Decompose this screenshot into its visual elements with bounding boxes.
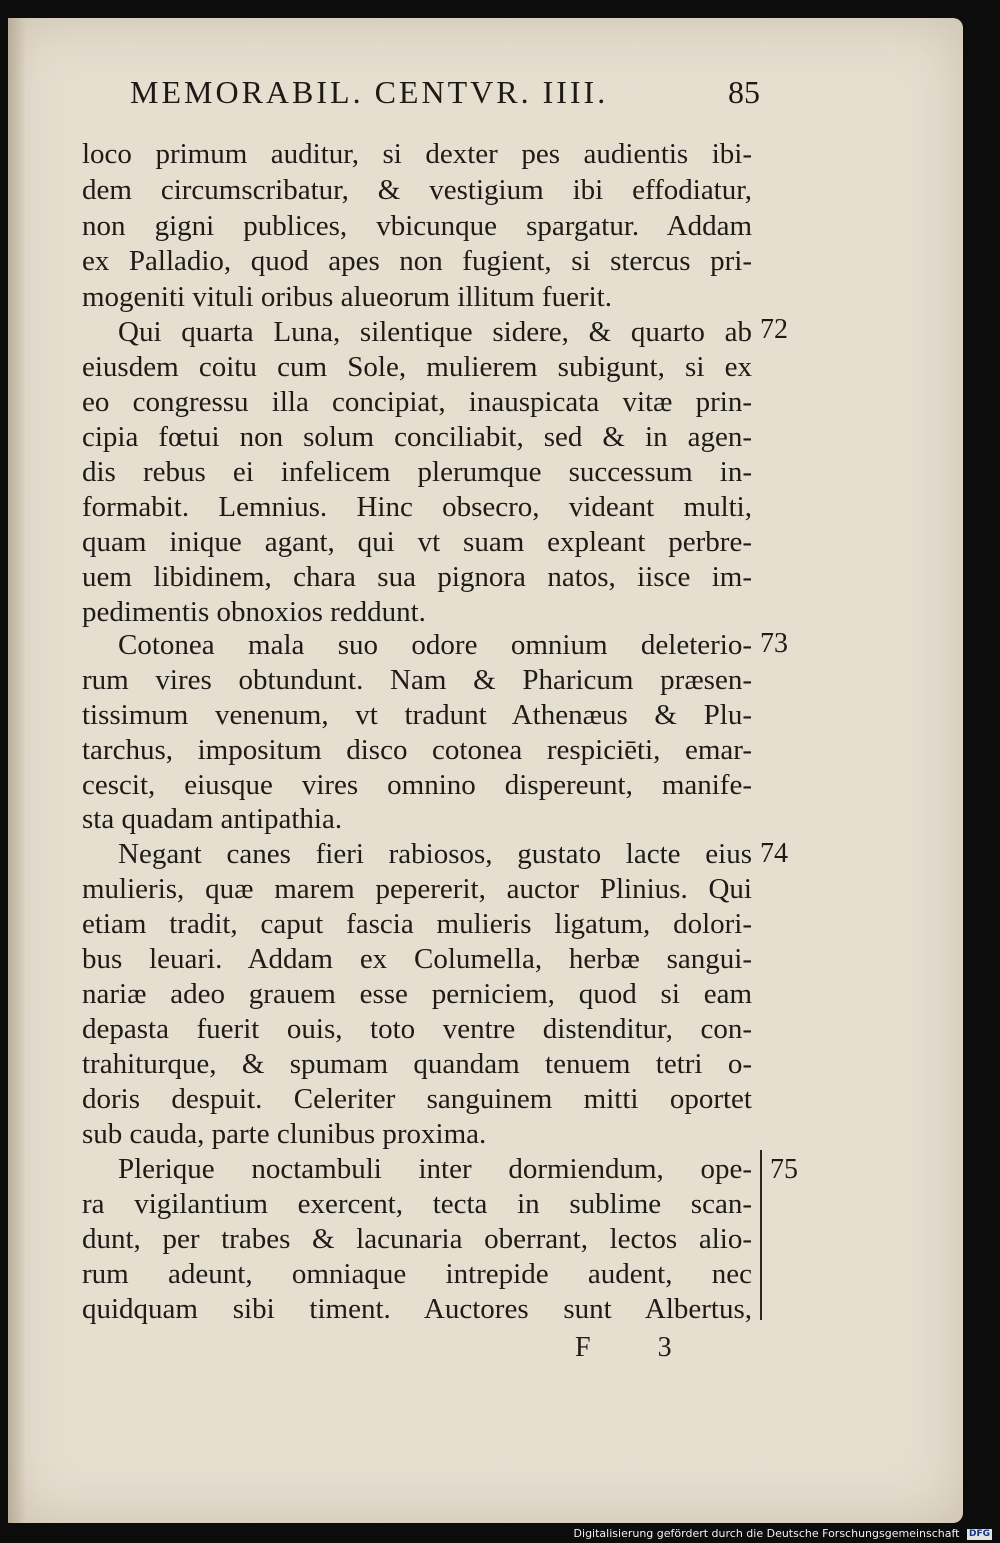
text-line: eo congressu illa concipiat, inauspicata vitæ prin- (82, 386, 752, 418)
text-line: tissimum venenum, vt tradunt Athenæus & Plu- (82, 699, 752, 731)
text-line: mogeniti vituli oribus alueorum illitum fuerit. (82, 281, 612, 313)
margin-number: 72 (760, 314, 788, 345)
dfg-logo: DFG (968, 1528, 990, 1539)
margin-number: 75 (770, 1154, 798, 1185)
text-line: tarchus, impositum disco cotonea respiciēti, emar- (82, 734, 752, 766)
text-line: dem circumscribatur, & vestigium ibi effodiatur, (82, 174, 752, 206)
page-gutter-shadow (8, 18, 26, 1523)
text-line: pedimentis obnoxios reddunt. (82, 596, 426, 628)
text-line: etiam tradit, caput fascia mulieris ligatum, dolori- (82, 908, 752, 940)
text-line: Cotonea mala suo odore omnium deleterio- (118, 629, 752, 661)
text-line: non gigni publices, vbicunque spargatur. Addam (82, 210, 752, 242)
text-line: ex Palladio, quod apes non fugient, si stercus pri- (82, 245, 752, 277)
credit-text: Digitalisierung gefördert durch die Deutsche Forschungsgemeinschaft (573, 1527, 960, 1540)
margin-bracket (760, 1150, 766, 1320)
text-line: dis rebus ei infelicem plerumque successum in- (82, 456, 752, 488)
text-line: uem libidinem, chara sua pignora natos, iisce im- (82, 561, 752, 593)
text-line: ra vigilantium exercent, tecta in sublime scan- (82, 1188, 752, 1220)
text-line: Qui quarta Luna, silentique sidere, & quarto ab (118, 316, 752, 348)
text-line: trahiturque, & spumam quandam tenuem tetri o- (82, 1048, 752, 1080)
text-line: sub cauda, parte clunibus proxima. (82, 1118, 487, 1150)
margin-number: 73 (760, 628, 788, 659)
text-line: formabit. Lemnius. Hinc obsecro, videant multi, (82, 491, 752, 523)
text-line: doris despuit. Celeriter sanguinem mitti oportet (82, 1083, 752, 1115)
text-line: mulieris, quæ marem pepererit, auctor Plinius. Qui (82, 873, 752, 905)
text-line: eiusdem coitu cum Sole, mulierem subigunt, si ex (82, 351, 752, 383)
text-line: rum adeunt, omniaque intrepide audent, nec (82, 1258, 752, 1290)
page-header (130, 74, 760, 114)
text-line: depasta fuerit ouis, toto ventre distenditur, con- (82, 1013, 752, 1045)
margin-number: 74 (760, 838, 788, 869)
text-line: loco primum auditur, si dexter pes audientis ibi- (82, 138, 752, 170)
digitization-credit (574, 1527, 992, 1541)
text-line: Negant canes fieri rabiosos, gustato lacte eius (118, 838, 752, 870)
running-title: MEMORABIL. CENTVR. IIII. (130, 74, 609, 110)
text-line: quam inique agant, qui vt suam expleant perbre- (82, 526, 752, 558)
text-line: bus leuari. Addam ex Columella, herbæ sangui- (82, 943, 752, 975)
text-line: sta quadam antipathia. (82, 803, 343, 835)
text-line: rum vires obtundunt. Nam & Pharicum præsen- (82, 664, 752, 696)
text-line: Plerique noctambuli inter dormiendum, ope- (118, 1153, 752, 1185)
page-number: 85 (728, 74, 760, 110)
text-line: cipia fœtui non solum conciliabit, sed & in agen- (82, 421, 752, 453)
text-line: nariæ adeo grauem esse perniciem, quod si eam (82, 978, 752, 1010)
signature-mark: F 3 (575, 1332, 702, 1363)
text-line: quidquam sibi timent. Auctores sunt Albertus, (82, 1293, 752, 1325)
text-line: cescit, eiusque vires omnino dispereunt, manife- (82, 769, 752, 801)
text-line: dunt, per trabes & lacunaria oberrant, lectos alio- (82, 1223, 752, 1255)
